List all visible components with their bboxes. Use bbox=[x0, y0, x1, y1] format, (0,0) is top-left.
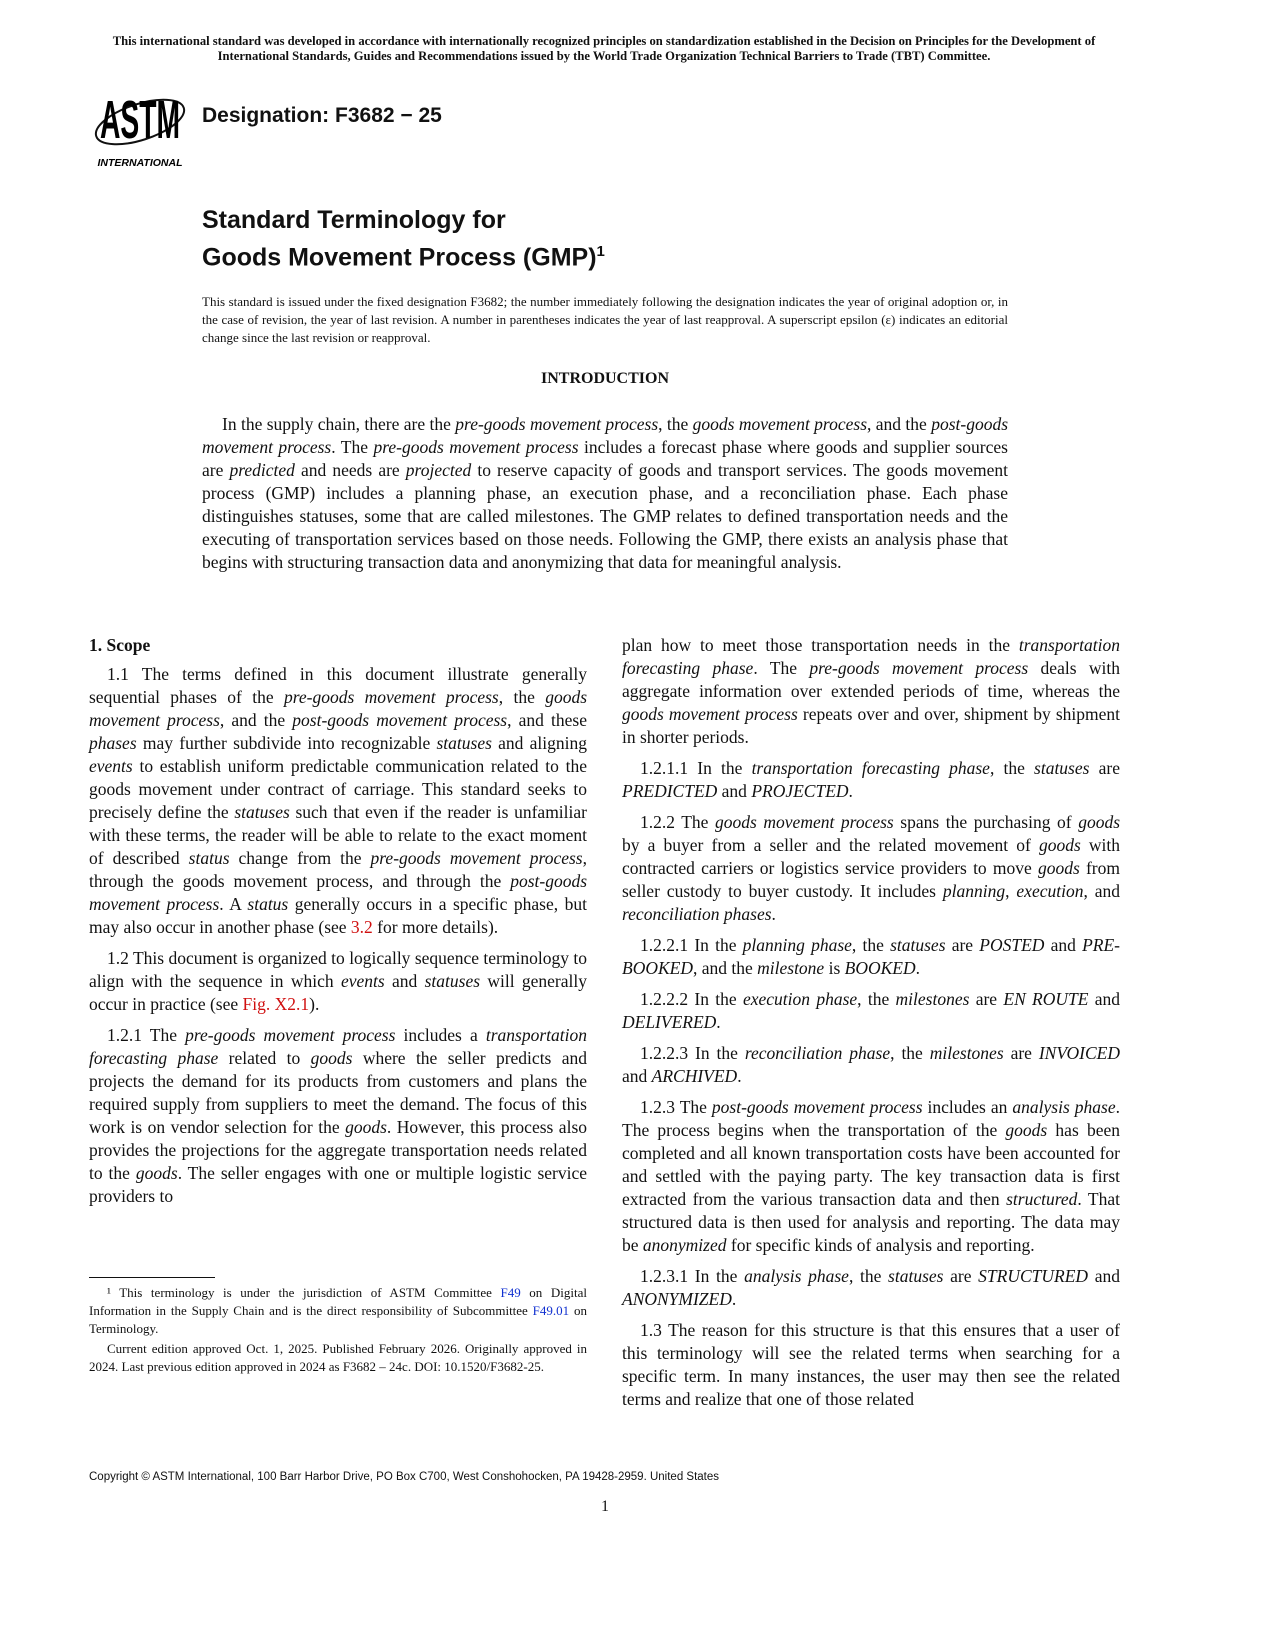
paragraph bbox=[622, 934, 1120, 980]
paragraph bbox=[89, 1284, 587, 1338]
title-line-1: Standard Terminology for bbox=[202, 206, 506, 234]
text-run: , the bbox=[658, 414, 693, 434]
italic-term: post-goods movement process bbox=[202, 414, 1008, 457]
text-run: to establish uniform predictable communication related to the goods movement under contract of carriage. This standard seeks to precisely define the bbox=[89, 756, 587, 822]
italic-term: goods movement process bbox=[692, 414, 868, 434]
text-run: . The process begins when the transportation of the bbox=[622, 1097, 1120, 1140]
italic-term: phases bbox=[89, 733, 137, 753]
right-column bbox=[622, 634, 1120, 1419]
text-run: , and the bbox=[692, 958, 758, 978]
italic-term: milestones bbox=[929, 1043, 1004, 1063]
text-run: , the bbox=[989, 758, 1035, 778]
text-run: to reserve capacity of goods and transport services. The goods movement process (GMP) includes a planning phase, an execution phase, and a reconciliation phase. Each phase distinguishes statuses, some that are called milestones. The GMP relates to defined transportation needs and the executing of transportation services based on those needs. Following the GMP, there exists an analysis phase that begins with structuring transaction data and anonymizing that data for meaningful analysis. bbox=[202, 460, 1008, 572]
italic-term: pre-goods movement process bbox=[373, 437, 579, 457]
cross-reference-link[interactable]: F49 bbox=[500, 1285, 521, 1300]
italic-term: ARCHIVED bbox=[651, 1066, 738, 1086]
title-line-2: Goods Movement Process (GMP) bbox=[202, 243, 597, 272]
text-run: are bbox=[969, 989, 1004, 1009]
paragraph bbox=[622, 1319, 1120, 1411]
italic-term: transportation forecasting phase bbox=[622, 635, 1120, 678]
svg-text:INTERNATIONAL: INTERNATIONAL bbox=[97, 157, 183, 169]
italic-term: STRUCTURED bbox=[978, 1266, 1089, 1286]
paragraph bbox=[89, 1024, 587, 1208]
paragraph bbox=[622, 634, 1120, 749]
paragraph bbox=[622, 1265, 1120, 1311]
text-run: and bbox=[1088, 989, 1120, 1009]
italic-term: goods movement process bbox=[622, 704, 798, 724]
text-run: , the bbox=[857, 989, 896, 1009]
italic-term: PROJECTED bbox=[751, 781, 849, 801]
italic-term: milestone bbox=[757, 958, 825, 978]
text-run: change from the bbox=[229, 848, 371, 868]
italic-term: planning bbox=[942, 881, 1006, 901]
paragraph bbox=[622, 811, 1120, 926]
text-run: . The seller engages with one or multiple logistic service providers to bbox=[89, 1163, 587, 1206]
text-run: by a buyer from a seller and the related movement of bbox=[622, 835, 1039, 855]
italic-term: pre-goods movement process bbox=[283, 687, 499, 707]
title-footnote-ref[interactable]: 1 bbox=[596, 243, 605, 260]
text-run: . bbox=[771, 904, 776, 924]
italic-term: anonymized bbox=[642, 1235, 727, 1255]
text-run: . bbox=[737, 1066, 742, 1086]
introduction-text bbox=[202, 413, 1008, 574]
italic-term: reconciliation phase bbox=[744, 1043, 891, 1063]
issuance-note: This standard is issued under the fixed designation F3682; the number immediately following the designation indicates the year of original adoption or, in the case of revision, the year of last revision. A number in parentheses indicates the year of last reapproval. A superscript epsilon (ε) indicates an editorial change since the last revision or reapproval. bbox=[202, 294, 1008, 345]
italic-term: pre-goods movement process bbox=[809, 658, 1029, 678]
page-number: 1 bbox=[601, 1498, 609, 1515]
italic-term: structured bbox=[1006, 1189, 1078, 1209]
text-run: 1.2 This document is organized to logically sequence terminology to align with the sequence in which bbox=[89, 948, 587, 991]
italic-term: transportation forecasting phase bbox=[751, 758, 990, 778]
italic-term: statuses bbox=[424, 971, 481, 991]
text-run: plan how to meet those transportation needs in the bbox=[622, 635, 1019, 655]
italic-term: planning phase bbox=[742, 935, 852, 955]
italic-term: status bbox=[247, 894, 289, 914]
svg-text:ASTM: ASTM bbox=[100, 88, 180, 150]
italic-term: post-goods movement process bbox=[89, 871, 587, 914]
italic-term: BOOKED bbox=[844, 958, 916, 978]
text-run: are bbox=[1003, 1043, 1039, 1063]
text-run: where the seller predicts and projects the demand for its products from customers and plans the required supply from suppliers to meet the demand. The focus of this work is on vendor selection for the bbox=[89, 1048, 588, 1137]
text-run: such that even if the reader is unfamiliar with these terms, the reader will be able to relate to the exact moment of described bbox=[89, 802, 587, 868]
text-run: ¹ This terminology is under the jurisdiction of ASTM Committee bbox=[107, 1285, 501, 1300]
text-run: 1.2.2.1 In the bbox=[640, 935, 743, 955]
text-run: 1.2.2.2 In the bbox=[640, 989, 743, 1009]
italic-term: execution bbox=[1016, 881, 1084, 901]
footnotes bbox=[89, 1284, 587, 1378]
italic-term: status bbox=[188, 848, 230, 868]
italic-term: events bbox=[89, 756, 133, 776]
designation: Designation: F3682 − 25 bbox=[202, 104, 442, 127]
text-run: Current edition approved Oct. 1, 2025. Published February 2026. Originally approved in 2024. Last previous edition approved in 2024 as F3682 – 24c. DOI: 10.1520/F3682-25. bbox=[89, 1341, 587, 1374]
text-run: and bbox=[1088, 1266, 1120, 1286]
text-run: , and these bbox=[507, 710, 587, 730]
italic-term: pre-goods movement process bbox=[370, 848, 583, 868]
text-run: for more details). bbox=[372, 917, 499, 937]
italic-term: PRE-BOOKED bbox=[622, 935, 1120, 978]
italic-term: reconciliation phases bbox=[622, 904, 772, 924]
text-run: are bbox=[1089, 758, 1120, 778]
copyright: Copyright © ASTM International, 100 Barr Harbor Drive, PO Box C700, West Conshohocken, PA 19428-2959. United States bbox=[89, 1471, 720, 1483]
italic-term: statuses bbox=[890, 935, 946, 955]
scope-heading: 1. Scope bbox=[89, 635, 151, 655]
italic-term: analysis phase bbox=[744, 1266, 849, 1286]
italic-term: milestones bbox=[895, 989, 970, 1009]
text-run: . bbox=[731, 1289, 737, 1309]
text-run: with contracted carriers or logistics service providers to move bbox=[622, 835, 1120, 878]
paragraph bbox=[89, 663, 587, 939]
italic-term: pre-goods movement process bbox=[185, 1025, 396, 1045]
paragraph bbox=[622, 988, 1120, 1034]
text-run: , through the goods movement process, and through the bbox=[89, 848, 587, 891]
text-run: , the bbox=[498, 687, 546, 707]
text-run: and bbox=[622, 1066, 652, 1086]
italic-term: analysis phase bbox=[1012, 1097, 1116, 1117]
italic-term: goods bbox=[135, 1163, 178, 1183]
italic-term: goods bbox=[1005, 1120, 1048, 1140]
italic-term: goods bbox=[310, 1048, 353, 1068]
text-run: 1.3 The reason for this structure is that this ensures that a user of this terminology will see the related terms when searching for a specific term. In many instances, the user may then see the related terms and realize that one of those related bbox=[622, 1320, 1120, 1409]
text-run: related to bbox=[218, 1048, 311, 1068]
text-run: will generally occur in practice (see bbox=[89, 971, 588, 1014]
text-run: are bbox=[945, 935, 980, 955]
text-run: . That structured data is then used for analysis and reporting. The data may be bbox=[622, 1189, 1120, 1255]
text-run: includes an bbox=[922, 1097, 1013, 1117]
text-run: repeats over and over, shipment by shipment in shorter periods. bbox=[622, 704, 1120, 747]
text-run: may further subdivide into recognizable bbox=[136, 733, 437, 753]
text-run: 1.2.2 The bbox=[640, 812, 716, 832]
text-run: , bbox=[1005, 881, 1017, 901]
text-run: includes a forecast phase where goods and supplier sources are bbox=[202, 437, 1008, 480]
text-run: . The bbox=[331, 437, 374, 457]
introduction-heading: INTRODUCTION bbox=[540, 370, 669, 387]
italic-term: goods movement process bbox=[715, 812, 894, 832]
text-run: , and bbox=[1083, 881, 1121, 901]
italic-term: PREDICTED bbox=[622, 781, 718, 801]
italic-term: goods bbox=[1078, 812, 1120, 832]
italic-term: goods bbox=[345, 1117, 387, 1137]
paragraph bbox=[89, 1340, 587, 1376]
text-run: is bbox=[824, 958, 845, 978]
text-run: , and the bbox=[867, 414, 932, 434]
text-run: and bbox=[1044, 935, 1083, 955]
text-run: 1.2.3.1 In the bbox=[640, 1266, 745, 1286]
text-run: . bbox=[915, 958, 920, 978]
italic-term: goods bbox=[1037, 858, 1080, 878]
italic-term: goods bbox=[1038, 835, 1081, 855]
text-run: . However, this process also provides the projections for the aggregate transportation needs related to the bbox=[89, 1117, 587, 1183]
italic-term: statuses bbox=[888, 1266, 944, 1286]
text-run: 1.1 The terms defined in this document illustrate generally sequential phases of the bbox=[89, 664, 587, 707]
astm-logo bbox=[92, 84, 192, 170]
text-run: , the bbox=[848, 1266, 889, 1286]
italic-term: statuses bbox=[436, 733, 492, 753]
italic-term: ANONYMIZED bbox=[622, 1289, 732, 1309]
italic-term: EN ROUTE bbox=[1003, 989, 1089, 1009]
paragraph bbox=[622, 1096, 1120, 1257]
italic-term: DELIVERED bbox=[622, 1012, 717, 1032]
text-run: 1.2.3 The bbox=[640, 1097, 712, 1117]
italic-term: POSTED bbox=[979, 935, 1045, 955]
text-run: 1.2.2.3 In the bbox=[640, 1043, 745, 1063]
italic-term: transportation forecasting phase bbox=[89, 1025, 587, 1068]
text-run: . A bbox=[219, 894, 248, 914]
paragraph bbox=[622, 757, 1120, 803]
text-run: . bbox=[716, 1012, 721, 1032]
italic-term: post-goods movement process bbox=[292, 710, 508, 730]
text-run: from seller custody to buyer custody. It includes bbox=[622, 858, 1120, 901]
text-run: includes a bbox=[395, 1025, 486, 1045]
cross-reference-link[interactable]: Fig. X2.1 bbox=[242, 994, 310, 1014]
text-run: are bbox=[943, 1266, 979, 1286]
text-run: , and the bbox=[219, 710, 293, 730]
paragraph bbox=[89, 947, 587, 1016]
left-column bbox=[89, 634, 587, 1216]
text-run: 1.2.1 The bbox=[107, 1025, 186, 1045]
italic-term: statuses bbox=[1034, 758, 1090, 778]
text-run: , the bbox=[851, 935, 891, 955]
italic-term: statuses bbox=[234, 802, 290, 822]
text-run: In the supply chain, there are the bbox=[222, 414, 456, 434]
text-run: . The bbox=[753, 658, 810, 678]
cross-reference-link[interactable]: F49.01 bbox=[532, 1303, 570, 1318]
text-run: . bbox=[848, 781, 853, 801]
text-run: has been completed and all known transportation costs have been accounted for and settled with the paying party. The key transaction data is first extracted from the various transaction data and then bbox=[622, 1120, 1120, 1209]
italic-term: predicted bbox=[229, 460, 295, 480]
italic-term: execution phase bbox=[742, 989, 858, 1009]
text-run: deals with aggregate information over extended periods of time, whereas the bbox=[622, 658, 1120, 701]
wto-notice: This international standard was developed in accordance with internationally recognized principles on standardization established in the Decision on Principles for the Development of International Standards, Guides and Recommendations issued by the World Trade Organization Technical Barriers to Trade (TBT) Committee. bbox=[112, 34, 1096, 63]
text-run: generally occurs in a specific phase, but may also occur in another phase (see bbox=[89, 894, 587, 937]
text-run: ). bbox=[309, 994, 320, 1014]
italic-term: INVOICED bbox=[1038, 1043, 1120, 1063]
footnote-divider bbox=[89, 1277, 215, 1278]
italic-term: post-goods movement process bbox=[711, 1097, 923, 1117]
text-run: 1.2.1.1 In the bbox=[640, 758, 752, 778]
document-title bbox=[202, 205, 605, 273]
italic-term: pre-goods movement process bbox=[455, 414, 659, 434]
paragraph bbox=[622, 1042, 1120, 1088]
text-run: , the bbox=[890, 1043, 930, 1063]
italic-term: goods movement process bbox=[89, 687, 587, 730]
cross-reference-link[interactable]: 3.2 bbox=[350, 917, 373, 937]
text-run: on Digital Information in the Supply Chain and is the direct responsibility of Subcommittee bbox=[89, 1285, 587, 1318]
text-run: and aligning bbox=[491, 733, 587, 753]
text-run: and needs are bbox=[294, 460, 406, 480]
italic-term: events bbox=[340, 971, 385, 991]
text-run: and bbox=[384, 971, 425, 991]
text-run: for specific kinds of analysis and reporting. bbox=[726, 1235, 1035, 1255]
italic-term: projected bbox=[405, 460, 472, 480]
text-run: on Terminology. bbox=[89, 1303, 587, 1336]
text-run: and bbox=[717, 781, 752, 801]
text-run: spans the purchasing of bbox=[893, 812, 1079, 832]
